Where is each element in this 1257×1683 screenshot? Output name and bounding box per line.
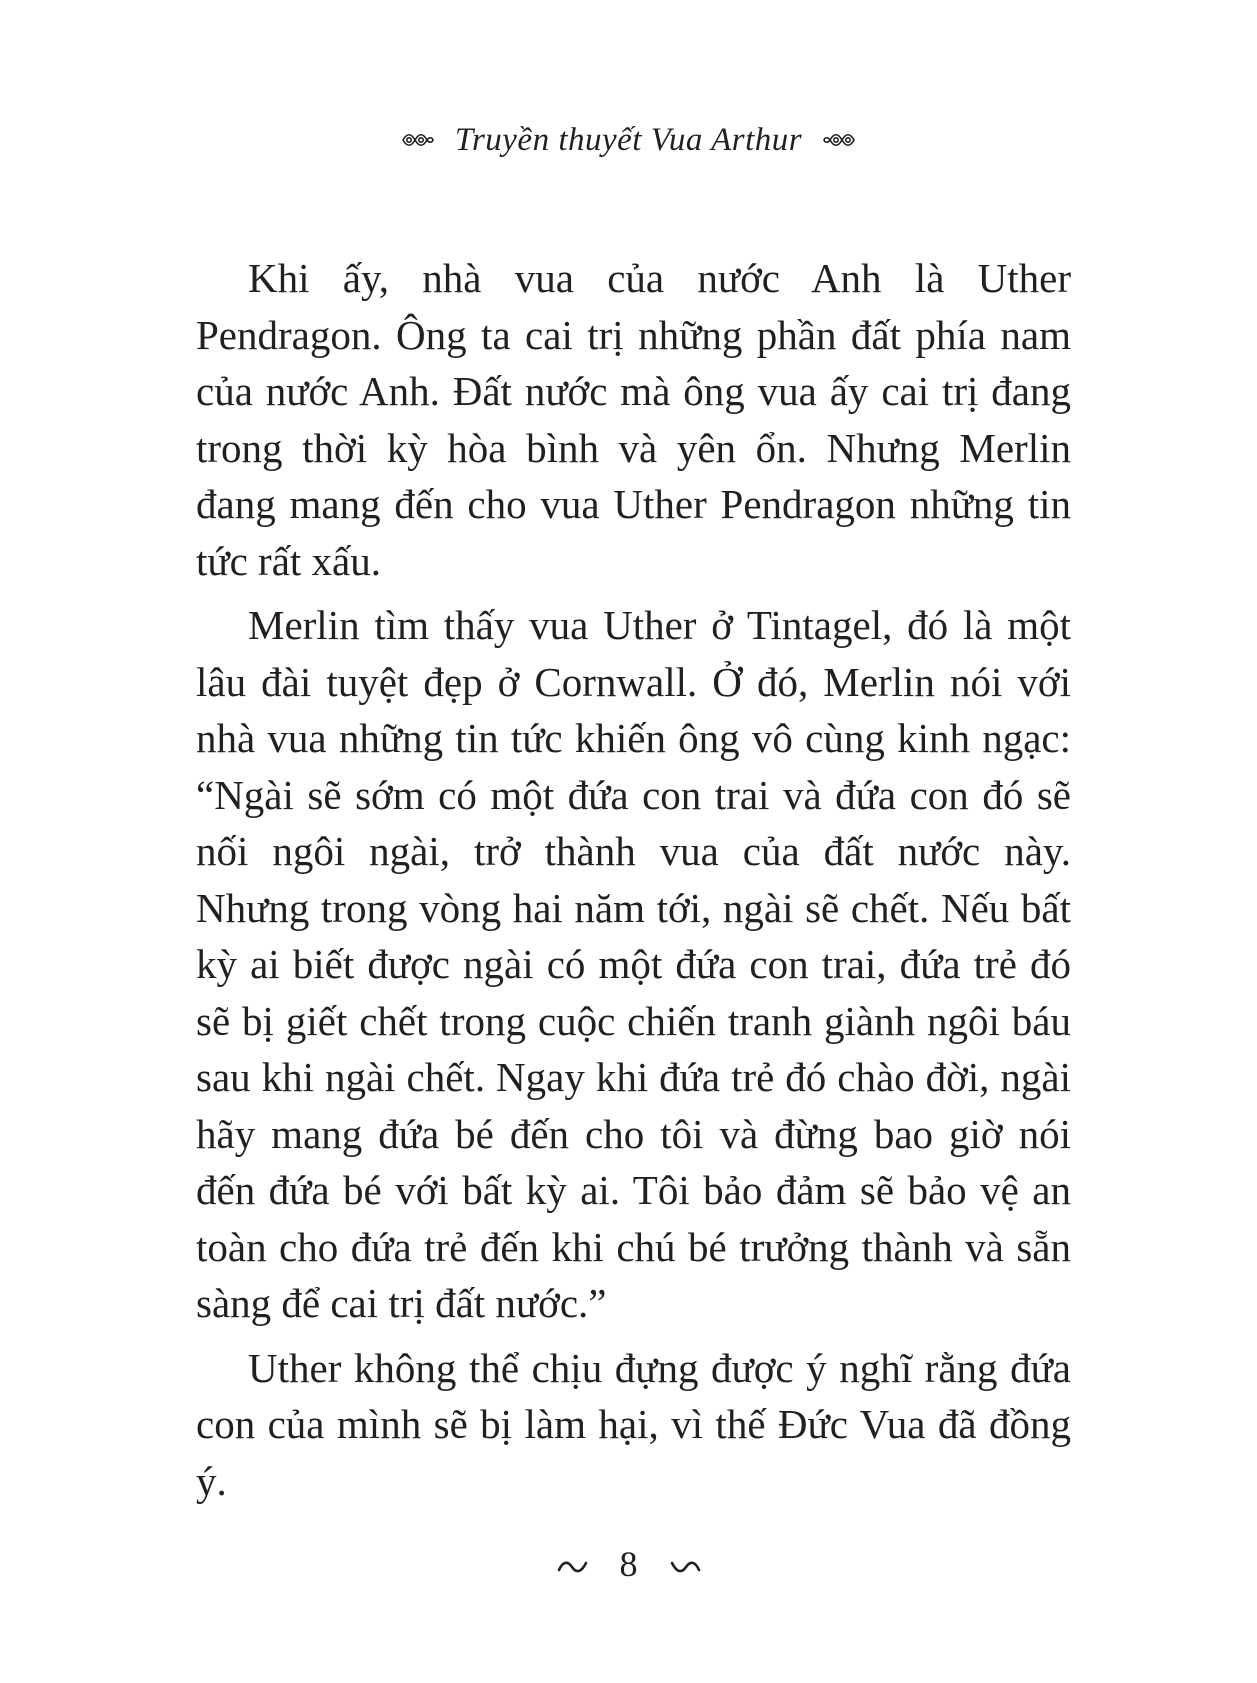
body-text	[196, 250, 1071, 1517]
running-title: Truyền thuyết Vua Arthur	[454, 122, 803, 159]
paragraph: Uther không thể chịu đựng được ý nghĩ rằng đứa con của mình sẽ bị làm hại, vì thế Đức Vua đã đồng ý.	[196, 1344, 1071, 1504]
knot-ornament-icon	[822, 120, 856, 160]
knot-ornament-icon	[401, 120, 435, 160]
swash-left-icon	[557, 1542, 589, 1586]
swash-right-icon	[669, 1542, 701, 1586]
page-number: 8	[619, 1543, 638, 1584]
paragraph: Merlin tìm thấy vua Uther ở Tintagel, đó là một lâu đài tuyệt đẹp ở Cornwall. Ở đó, Merlin nói với nhà vua những tin tức khiến ông vô cùng kinh ngạc: “Ngài sẽ sớm có một đứa con trai và đứa con đó sẽ nối ngôi ngài, trở thành vua của đất nước này. Nhưng trong vòng hai năm tới, ngài sẽ chết. Nếu bất kỳ ai biết được ngài có một đứa con trai, đứa trẻ đó sẽ bị giết chết trong cuộc chiến tranh giành ngôi báu sau khi ngài chết. Ngay khi đứa trẻ đó chào đời, ngài hãy mang đứa bé đến cho tôi và đừng bao giờ nói đến đứa bé với bất kỳ ai. Tôi bảo đảm sẽ bảo vệ an toàn cho đứa trẻ đến khi chú bé trưởng thành và sẵn sàng để cai trị đất nước.”	[196, 602, 1071, 1326]
page-footer	[0, 1538, 1257, 1586]
paragraph: Khi ấy, nhà vua của nước Anh là Uther Pendragon. Ông ta cai trị những phần đất phía nam của nước Anh. Đất nước mà ông vua ấy cai trị đang trong thời kỳ hòa bình và yên ổn. Nhưng Merlin đang mang đến cho vua Uther Pendragon những tin tức rất xấu.	[196, 255, 1071, 584]
running-header	[0, 118, 1257, 160]
